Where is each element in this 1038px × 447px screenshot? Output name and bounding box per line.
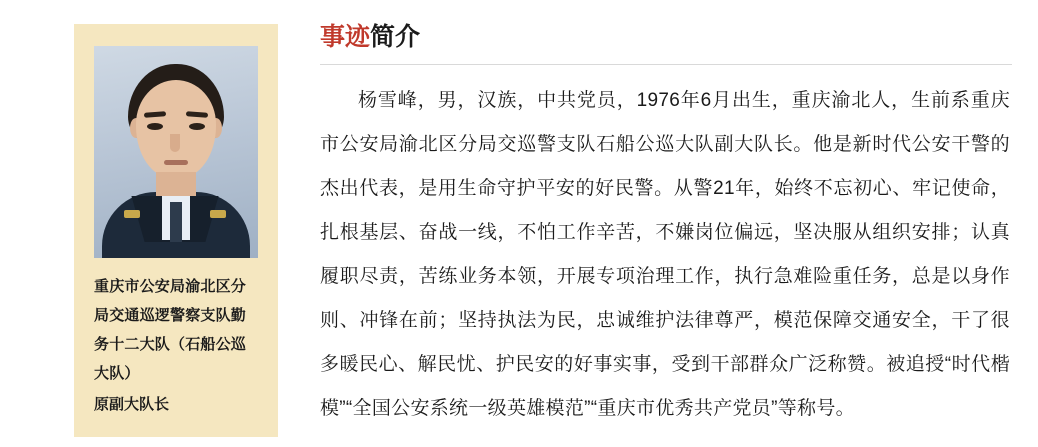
- portrait-photo: [94, 46, 258, 258]
- profile-caption-line: 重庆市公安局渝北区分: [94, 278, 247, 295]
- article-body: 杨雪峰，男，汉族，中共党员，1976年6月出生，重庆渝北人，生前系重庆市公安局渝北区分局交巡警支队石船公巡大队副大队长。他是新时代公安干警的杰出代表，是用生命守护平安的好民警。从警21年，始终不忘初心、牢记使命，扎根基层、奋战一线，不怕工作辛苦，不嫌岗位偏远，坚决服从组织安排；认真履职尽责，苦练业务本领，开展专项治理工作，执行急难险重任务，总是以身作则、冲锋在前；坚持执法为民，忠诚维护法律尊严，模范保障交通安全，干了很多暖民心、解民忧、护民安的好事实事，受到干部群众广泛称赞。被追授“时代楷模”“全国公安系统一级英雄模范”“重庆市优秀共产党员”等称号。: [320, 90, 1010, 419]
- profile-caption-line: 局交通巡逻警察支队勤: [94, 307, 247, 324]
- eye-right-shape: [189, 123, 205, 130]
- profile-card: [74, 24, 278, 437]
- shoulder-badge-right-icon: [210, 210, 226, 218]
- profile-caption: [94, 272, 258, 388]
- profile-caption-line: 务十二大队（石船公巡: [94, 336, 247, 353]
- tie-shape: [170, 202, 182, 242]
- profile-role: 原副大队长: [94, 396, 170, 413]
- shoulder-badge-left-icon: [124, 210, 140, 218]
- title-divider: [320, 64, 1012, 65]
- article-section: [320, 20, 1010, 431]
- section-title-rest: 简介: [370, 23, 421, 51]
- section-title-accent: 事迹: [320, 23, 371, 51]
- eye-left-shape: [147, 123, 163, 130]
- mouth-shape: [164, 160, 188, 165]
- profile-caption-line: 大队）: [94, 365, 140, 382]
- section-title: [320, 20, 1010, 64]
- nose-shape: [170, 134, 180, 152]
